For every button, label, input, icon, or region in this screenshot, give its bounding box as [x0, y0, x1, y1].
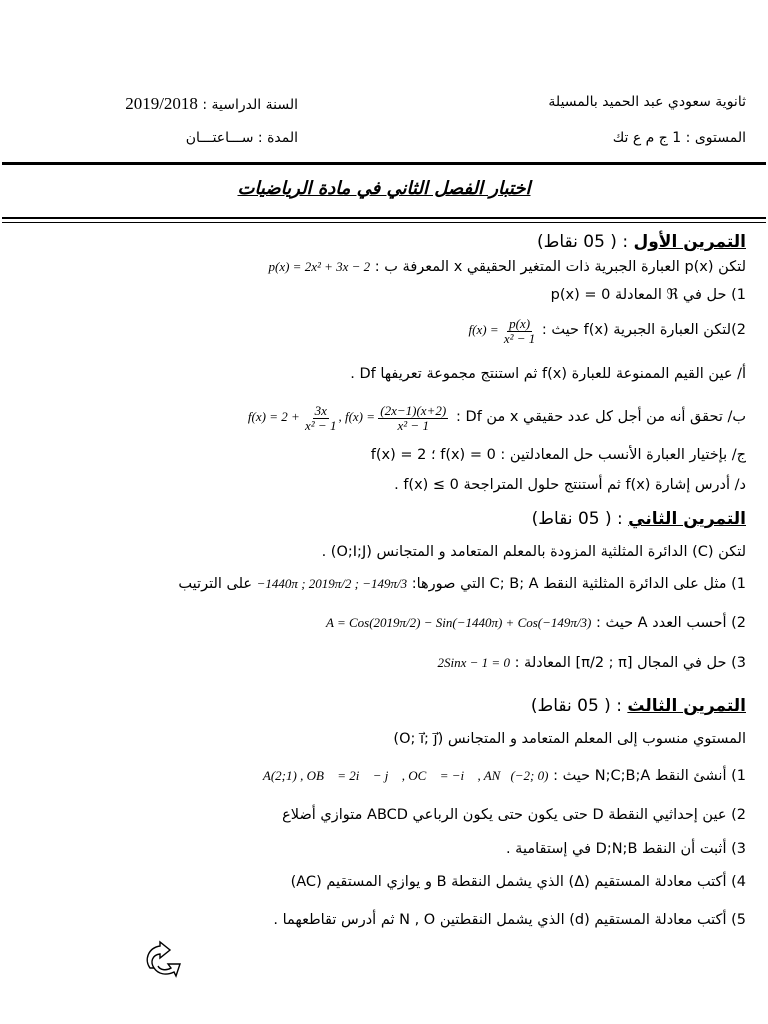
ex1-line-1-text: لتكن p(x) العبارة الجبرية ذات المتغير الحقيقي x المعرفة ب :: [370, 259, 746, 275]
title-rule-thin: [2, 222, 766, 223]
page-title: اختبار الفصل الثاني في مادة الرياضيات: [237, 178, 531, 199]
school-year-value: 2019/2018: [125, 94, 198, 113]
ex2-line-4-math: 2Sinx − 1 = 0: [437, 655, 510, 670]
ex2-line-1: لتكن (C) الدائرة المثلثية المزودة بالمعلم المتعامد و المتجانس (O;I;J) .: [321, 544, 746, 560]
ex1-line-5-text: ب/ تحقق أنه من أجل كل عدد حقيقي x من Df :: [456, 409, 746, 426]
ex3-line-2-text: 1) أنشئ النقط N;C;B;A حيث :: [548, 768, 746, 784]
ex1-line-5-b-den: x² − 1: [305, 417, 337, 433]
ex1-line-5-sep: ,: [338, 409, 345, 425]
ex3-line-2-math: A(2;1) , OB⃗ = 2i⃗ − j⃗ , OC⃗ = −i⃗ , AN⃗(−2; 0): [262, 768, 549, 783]
ex3-line-5: 4) أكتب معادلة المستقيم (Δ) الذي يشمل النقطة B و يوازي المستقيم (AC): [290, 874, 746, 890]
ex1-line-7: د/ أدرس إشارة f(x) ثم أستنتج حلول المتراجحة f(x) ≤ 0 .: [394, 477, 746, 493]
ex2-line-3-math: A = Cos(2019π/2) − Sin(−1440π) + Cos(−149π/3): [325, 615, 592, 630]
ex3-line-1: المستوي منسوب إلى المعلم المتعامد و المتجانس (O; i⃗; j⃗): [393, 731, 746, 747]
curved-arrow-icon: [140, 938, 184, 982]
ex1-line-5-a-fraction: [378, 404, 448, 432]
ex1-line-1: [269, 259, 747, 275]
ex1-line-3: [469, 317, 746, 345]
header-rule-thick: [2, 162, 766, 165]
exercise-1-heading: [537, 232, 746, 252]
ex2-line-4: [438, 655, 746, 671]
ex1-line-3-num: p(x): [509, 316, 531, 331]
exercise-1-title: التمرين الأول: [633, 232, 746, 252]
ex2-line-2-math: −1440π ; 2019π/2 ; −149π/3: [256, 576, 408, 591]
exercise-2-heading: [532, 509, 746, 529]
ex1-line-5-a-prefix: f(x) =: [344, 409, 376, 425]
ex1-line-2: 1) حل في ℜ المعادلة p(x) = 0: [550, 287, 746, 303]
ex1-line-3-fraction: [502, 317, 537, 345]
ex2-line-2: [178, 576, 746, 592]
ex1-line-3-math: [468, 316, 538, 346]
ex3-line-4: 3) أثبت أن النقط D;N;B في إستقامية .: [505, 841, 746, 857]
level-label: المستوى : 1 ج م ع تك: [612, 130, 746, 146]
duration-label: المدة : ســـاعتـــان: [185, 130, 298, 146]
school-year-label: السنة الدراسية :: [197, 97, 298, 113]
exercise-3-title: التمرين الثالث: [627, 696, 746, 716]
ex1-line-3-prefix: f(x) =: [468, 322, 499, 338]
ex1-line-5-b-num: 3x: [314, 403, 327, 418]
ex1-line-5-math-b: [247, 403, 339, 433]
ex2-line-4-text: 3) حل في المجال [π/2 ; π] المعادلة :: [514, 655, 746, 671]
ex2-line-3: [326, 615, 746, 631]
ex1-line-5-b-fraction: [303, 404, 338, 432]
exercise-1-points: : ( 05 نقاط): [536, 232, 634, 252]
exercise-3-heading: [531, 696, 746, 716]
school-name: ثانوية سعودي عبد الحميد بالمسيلة: [548, 94, 746, 110]
ex1-line-5: [248, 404, 746, 432]
ex1-line-5-math-a: [344, 403, 451, 433]
exercise-2-title: التمرين الثاني: [628, 509, 746, 529]
ex3-line-6: 5) أكتب معادلة المستقيم (d) الذي يشمل النقطتين N , O ثم أدرس تقاطعهما .: [273, 912, 746, 928]
ex1-line-5-b-prefix: f(x) = 2 +: [247, 409, 300, 425]
school-year: [125, 94, 298, 114]
exercise-2-points: : ( 05 نقاط): [531, 509, 629, 529]
exercise-3-points: : ( 05 نقاط): [530, 696, 628, 716]
ex1-line-3-text: 2)لتكن العبارة الجبرية f(x) حيث :: [537, 322, 746, 339]
ex1-line-5-a-num: (2x−1)(x+2): [380, 403, 447, 418]
ex2-line-2-tail: على الترتيب: [178, 576, 257, 592]
ex1-line-6: ج/ بإختيار العبارة الأنسب حل المعادلتين : f(x) = 0 ؛ f(x) = 2: [370, 447, 746, 463]
ex1-line-1-math: p(x) = 2x² + 3x − 2: [268, 259, 371, 274]
ex1-line-4: أ/ عين القيم الممنوعة للعبارة f(x) ثم استنتج مجموعة تعريفها Df .: [350, 366, 746, 382]
ex1-line-3-den: x² − 1: [503, 330, 536, 346]
ex3-line-2: [263, 768, 746, 784]
ex2-line-2-text: 1) مثل على الدائرة المثلثية النقط C; B; A التي صورها:: [407, 576, 746, 592]
ex1-line-5-a-den: x² − 1: [397, 417, 429, 433]
ex3-line-3: 2) عين إحداثيي النقطة D حتى يكون حتى يكون الرباعي ABCD متوازي أضلاع: [282, 807, 746, 823]
ex2-line-3-text: 2) أحسب العدد A حيث :: [591, 615, 746, 631]
title-rule-thick: [2, 217, 766, 219]
